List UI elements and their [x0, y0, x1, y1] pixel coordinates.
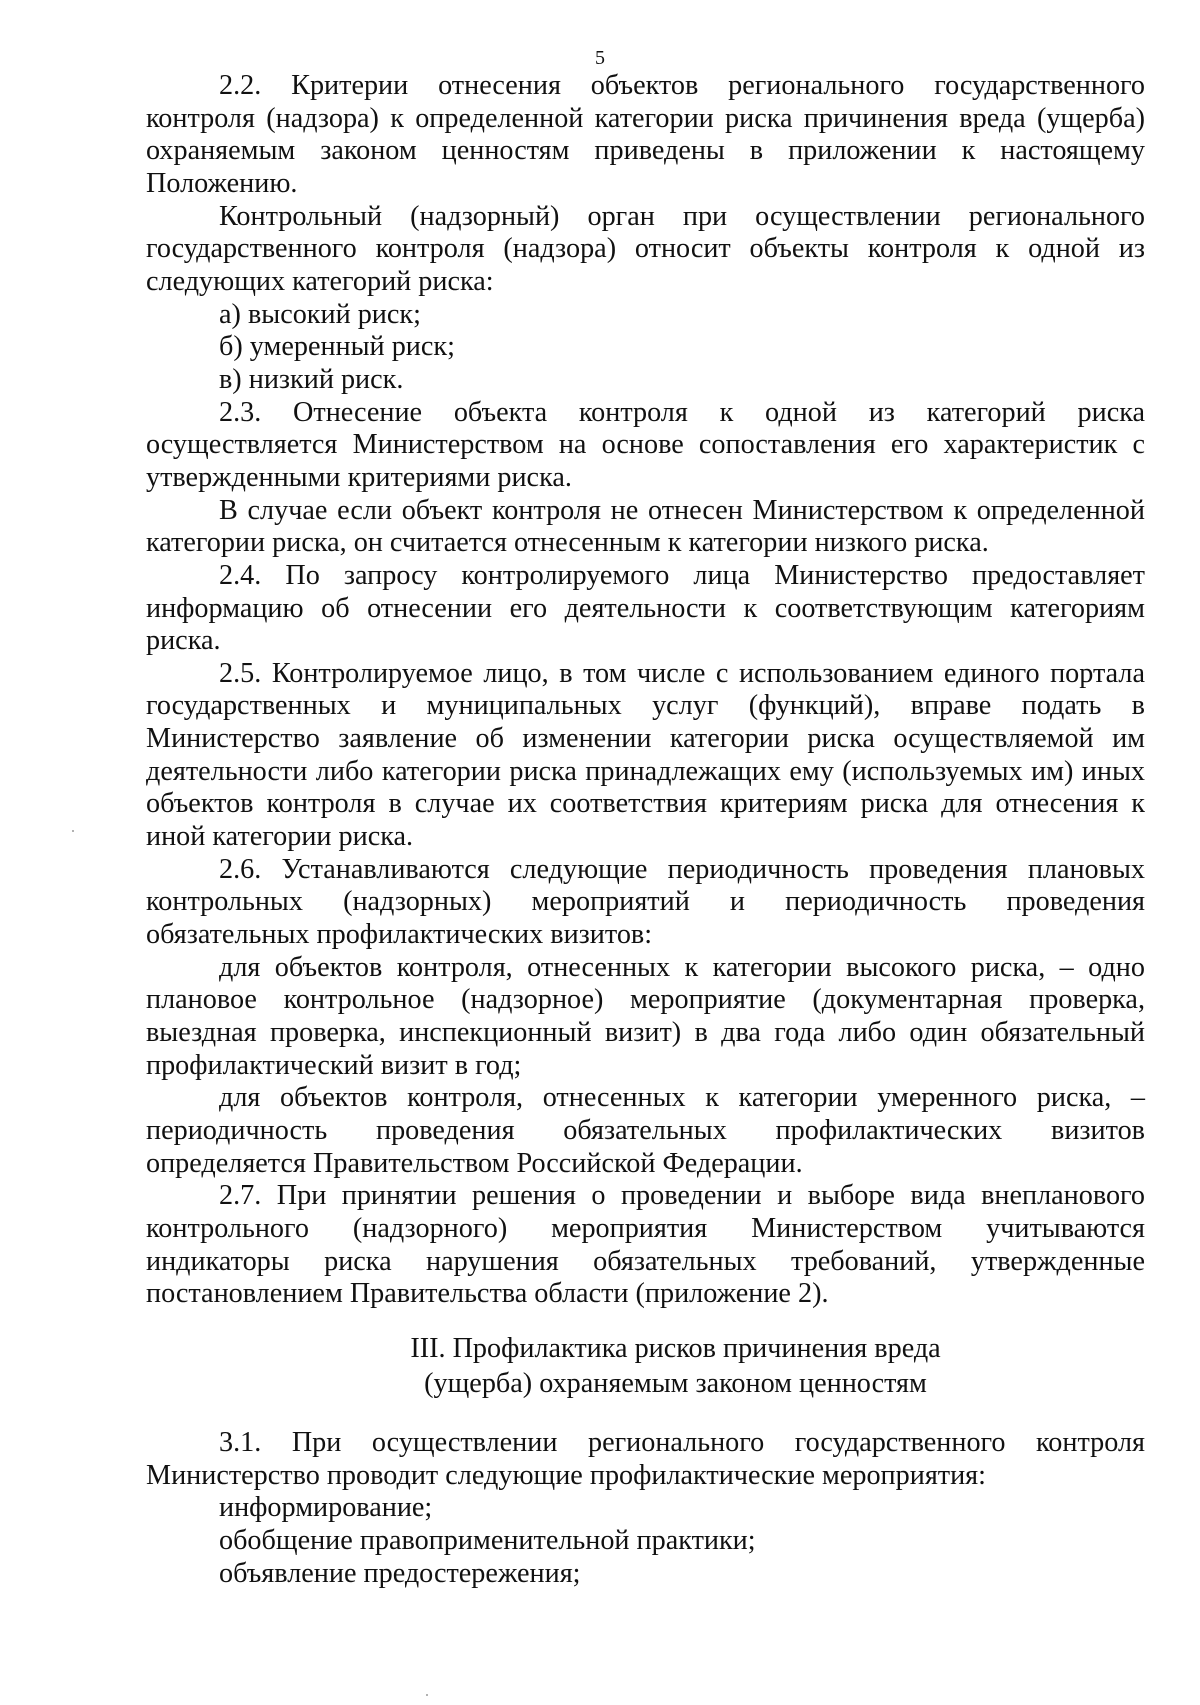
paragraph-2-3-b: В случае если объект контроля не отнесен Министерством к определенной категории риска, он считается отнесенным к категории низкого риска.	[146, 494, 1145, 559]
list-item-high-risk: а) высокий риск;	[219, 298, 421, 330]
list-item-warning: объявление предостережения;	[219, 1557, 581, 1589]
paragraph-2-6: 2.6. Устанавливаются следующие периодичность проведения плановых контрольных (надзорных) мероприятий и периодичность проведения обязательных профилактических визитов:	[146, 853, 1145, 951]
page-number: 5	[595, 47, 605, 69]
paragraph-2-3: 2.3. Отнесение объекта контроля к одной из категорий риска осуществляется Министерством на основе сопоставления его характеристик с утвержденными критериями риска.	[146, 396, 1145, 493]
paragraph-risk-categories-intro: Контрольный (надзорный) орган при осуществлении регионального государственного контроля (надзора) относит объекты контроля к одной из следующих категорий риска:	[146, 200, 1145, 297]
section-heading	[146, 1331, 1145, 1401]
list-item-practice-generalization: обобщение правоприменительной практики;	[219, 1524, 756, 1556]
paragraph-2-4: 2.4. По запросу контролируемого лица Министерство предоставляет информацию об отнесении его деятельности к соответствующим категориям риска.	[146, 559, 1145, 657]
paragraph-2-6-moderate-risk: для объектов контроля, отнесенных к категории умеренного риска, – периодичность проведения обязательных профилактических визитов определяется Правительством Российской Федерации.	[146, 1082, 1145, 1179]
scan-speck	[426, 1694, 428, 1696]
list-item-moderate-risk: б) умеренный риск;	[219, 331, 455, 363]
section-heading-line-1: III. Профилактика рисков причинения вреда	[410, 1332, 941, 1364]
paragraph-3-1: 3.1. При осуществлении регионального государственного контроля Министерство проводит следующие профилактические мероприятия:	[146, 1426, 1145, 1491]
section-heading-line-2: (ущерба) охраняемым законом ценностям	[424, 1367, 927, 1399]
paragraph-2-2: 2.2. Критерии отнесения объектов регионального государственного контроля (надзора) к определенной категории риска причинения вреда (ущерба) охраняемым законом ценностям приведены в приложении к настоящему Положению.	[146, 70, 1145, 199]
paragraph-2-7: 2.7. При принятии решения о проведении и выборе вида внепланового контрольного (надзорного) мероприятия Министерством учитываются индикаторы риска нарушения обязательных требований, утвержденные постановлением Правительства области (приложение 2).	[146, 1180, 1145, 1310]
scan-speck	[72, 830, 74, 832]
paragraph-2-6-high-risk: для объектов контроля, отнесенных к категории высокого риска, – одно плановое контрольное (надзорное) мероприятие (документарная проверка, выездная проверка, инспекционный визит) в два года либо один обязательный профилактический визит в год;	[146, 951, 1145, 1081]
document-body	[146, 70, 1145, 1590]
list-item-low-risk: в) низкий риск.	[219, 363, 404, 395]
paragraph-2-5: 2.5. Контролируемое лицо, в том числе с использованием единого портала государственных и муниципальных услуг (функций), вправе подать в Министерство заявление об изменении категории риска осуществляемой им деятельности либо категории риска принадлежащих ему (используемых им) иных объектов контроля в случае их соответствия критериям риска для отнесения к иной категории риска.	[146, 657, 1145, 853]
list-item-informing: информирование;	[219, 1492, 433, 1524]
